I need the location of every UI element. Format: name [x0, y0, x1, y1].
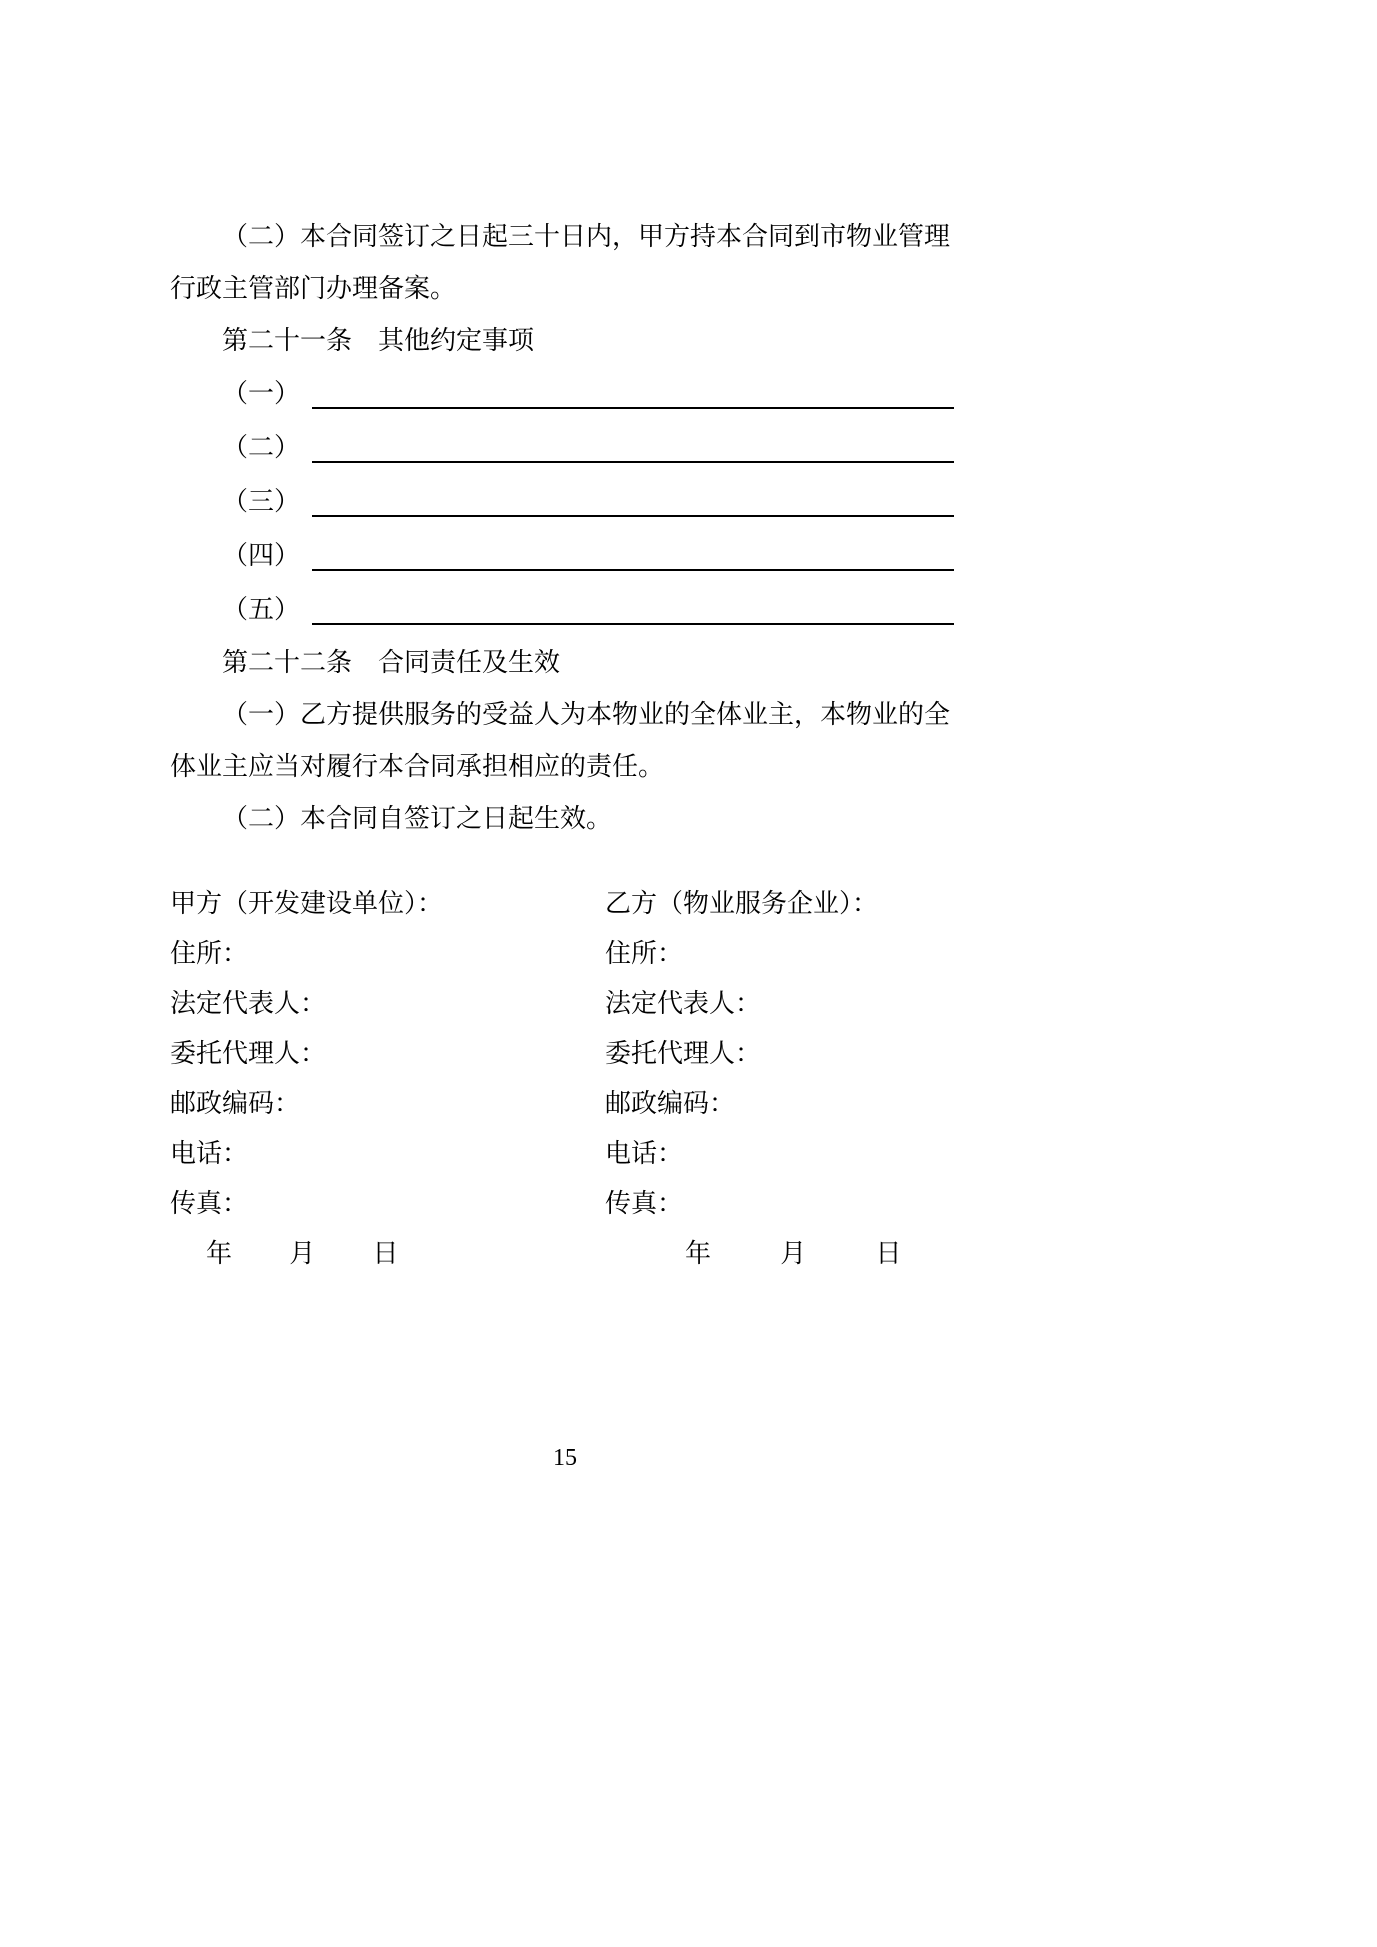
contract-body — [170, 210, 960, 1278]
blank-item-label: （四） — [222, 540, 301, 570]
blank-item-label: （一） — [222, 378, 301, 408]
blank-item-label: （三） — [222, 486, 301, 516]
party-b-address-label: 住所： — [605, 938, 684, 968]
liability-clause: （一）乙方提供服务的受益人为本物业的全体业主，本物业的全体业主应当对履行本合同承担相应的责任。 — [170, 699, 951, 781]
party-a-legal-representative-label: 法定代表人： — [170, 988, 327, 1018]
party-a-phone-label: 电话： — [170, 1138, 249, 1168]
party-b-date-line — [605, 1228, 964, 1278]
party-b-signature-column — [605, 878, 964, 1278]
blank-item-label: （五） — [222, 594, 301, 624]
article-22-heading: 第二十二条 合同责任及生效 — [222, 647, 561, 677]
year-label: 年 — [685, 1238, 712, 1268]
effective-clause: （二）本合同自签订之日起生效。 — [222, 803, 613, 833]
fill-in-underline — [312, 461, 954, 463]
party-b-authorized-agent-label: 委托代理人： — [605, 1038, 762, 1068]
page-number: 15 — [553, 1445, 577, 1471]
other-agreement-line-4 — [170, 528, 960, 582]
blank-item-label: （二） — [222, 432, 301, 462]
fill-in-underline — [312, 407, 954, 409]
other-agreement-line-2 — [170, 420, 960, 474]
day-label: 日 — [875, 1238, 902, 1268]
party-b-legal-representative-label: 法定代表人： — [605, 988, 762, 1018]
signature-block — [170, 878, 960, 1278]
party-a-postal-code-label: 邮政编码： — [170, 1088, 301, 1118]
filing-clause: （二）本合同签订之日起三十日内，甲方持本合同到市物业管理行政主管部门办理备案。 — [170, 221, 951, 303]
party-a-fax-label: 传真： — [170, 1188, 249, 1218]
party-a-address-label: 住所： — [170, 938, 249, 968]
party-b-phone-label: 电话： — [605, 1138, 684, 1168]
article-21-heading: 第二十一条 其他约定事项 — [222, 325, 535, 355]
party-a-title: 甲方（开发建设单位）： — [170, 888, 444, 918]
fill-in-underline — [312, 569, 954, 571]
year-label: 年 — [206, 1238, 233, 1268]
day-label: 日 — [372, 1238, 399, 1268]
fill-in-underline — [312, 515, 954, 517]
party-a-signature-column — [170, 878, 605, 1278]
other-agreement-line-5 — [170, 582, 960, 636]
party-a-authorized-agent-label: 委托代理人： — [170, 1038, 327, 1068]
party-b-postal-code-label: 邮政编码： — [605, 1088, 736, 1118]
month-label: 月 — [780, 1238, 807, 1268]
other-agreement-line-3 — [170, 474, 960, 528]
other-agreement-line-1 — [170, 366, 960, 420]
party-b-title: 乙方（物业服务企业）： — [605, 888, 879, 918]
party-a-date-line — [170, 1228, 605, 1278]
month-label: 月 — [289, 1238, 316, 1268]
fill-in-underline — [312, 623, 954, 625]
party-b-fax-label: 传真： — [605, 1188, 684, 1218]
